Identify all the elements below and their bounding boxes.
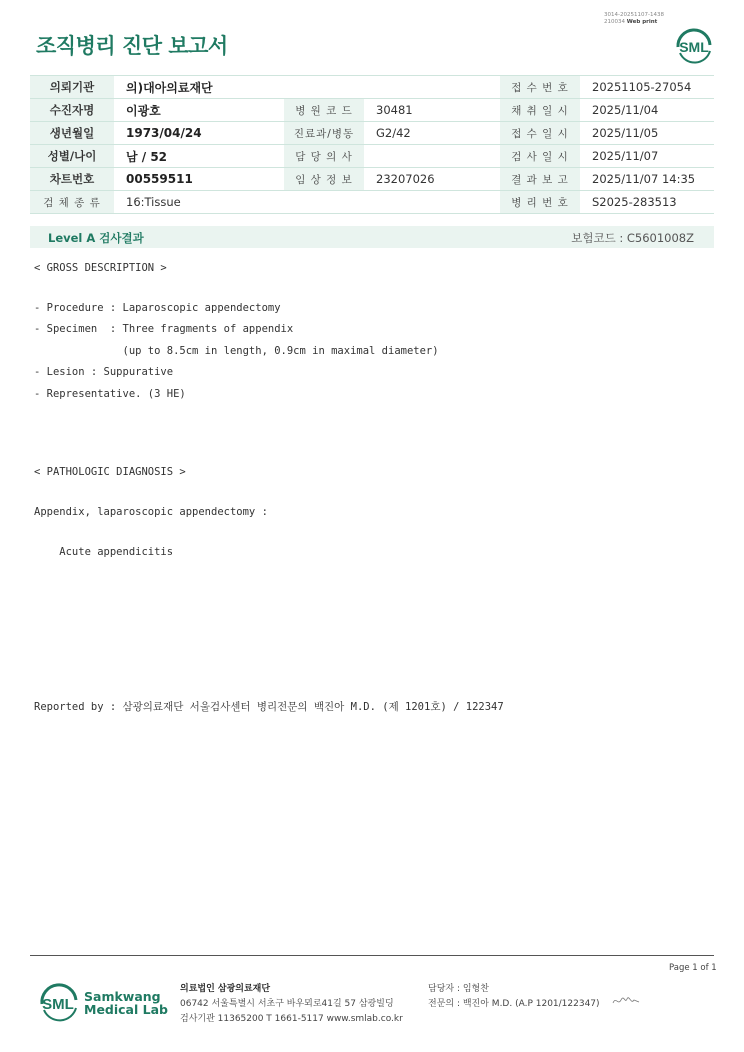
info-value: 이광호	[114, 99, 284, 122]
info-label	[284, 76, 364, 99]
info-value: 16:Tissue	[114, 191, 284, 214]
org-name: 의료법인 삼광의료재단	[180, 984, 271, 994]
staff-name: 임형찬	[462, 984, 489, 994]
info-label: 접 수 번 호	[500, 76, 580, 99]
gross-line-specimen: - Specimen : Three fragments of appendix	[34, 323, 294, 335]
sml-logo	[672, 25, 716, 69]
info-row	[30, 191, 714, 214]
info-row	[30, 76, 714, 99]
print-mode: 210034 Web print	[604, 19, 658, 25]
brand-name: Samkwang Medical Lab	[84, 989, 168, 1017]
info-label: 결 과 보 고	[500, 168, 580, 191]
info-row	[30, 145, 714, 168]
page-title: 조직병리 진단 보고서	[36, 34, 228, 58]
logo-bottom-text: SML	[42, 996, 74, 1013]
info-value	[364, 76, 500, 99]
staff-line: 담당자 : 임형찬	[428, 984, 489, 994]
sml-logo-bottom	[36, 980, 82, 1026]
info-value	[364, 145, 500, 168]
print-meta	[604, 12, 664, 26]
info-value: 2025/11/07 14:35	[580, 168, 714, 191]
info-value: 2025/11/07	[580, 145, 714, 168]
info-row	[30, 122, 714, 145]
info-label: 병 원 코 드	[284, 99, 364, 122]
info-value: 20251105-27054	[580, 76, 714, 99]
info-label: 접 수 일 시	[500, 122, 580, 145]
info-value: 의)대아의료재단	[114, 76, 284, 99]
info-label: 의뢰기관	[30, 76, 114, 99]
info-label: 진료과/병동	[284, 122, 364, 145]
page-number: Page 1 of 1	[669, 963, 717, 973]
info-value: S2025-283513	[580, 191, 714, 214]
gross-line-lesion: - Lesion : Suppurative	[34, 366, 174, 378]
info-value: 23207026	[364, 168, 500, 191]
reported-by: Reported by : 삼광의료재단 서울검사센터 병리전문의 백진아 M.D. (제 1201호) / 122347	[34, 701, 504, 713]
info-value: 2025/11/04	[580, 99, 714, 122]
info-label: 검 사 일 시	[500, 145, 580, 168]
gross-line-representative: - Representative. (3 HE)	[34, 388, 186, 400]
result-level-bar	[30, 226, 714, 248]
info-row	[30, 168, 714, 191]
logo-text: SML	[679, 39, 709, 55]
print-id: 3014-20251107-1438	[604, 12, 664, 18]
info-label: 채 취 일 시	[500, 99, 580, 122]
info-label: 임 상 정 보	[284, 168, 364, 191]
org-contact: 검사기관 11365200 T 1661-5117 www.smlab.co.kr	[180, 1014, 403, 1024]
info-label: 성별/나이	[30, 145, 114, 168]
info-value: 00559511	[114, 168, 284, 191]
info-value: 1973/04/24	[114, 122, 284, 145]
info-value: G2/42	[364, 122, 500, 145]
gross-header: < GROSS DESCRIPTION >	[34, 262, 167, 274]
patient-info-table	[30, 75, 714, 214]
info-label: 담 당 의 사	[284, 145, 364, 168]
signature-image	[612, 994, 640, 1008]
info-value	[364, 191, 500, 214]
info-label: 차트번호	[30, 168, 114, 191]
info-row	[30, 99, 714, 122]
insurance-code: 보험코드 : C5601008Z	[571, 231, 694, 245]
level-label: Level A 검사결과	[48, 231, 144, 245]
diagnosis-result: Acute appendicitis	[34, 546, 174, 558]
diagnosis-header: < PATHOLOGIC DIAGNOSIS >	[34, 466, 186, 478]
info-value: 남 / 52	[114, 145, 284, 168]
gross-line-specimen-size: (up to 8.5cm in length, 0.9cm in maximal diameter)	[34, 345, 439, 357]
info-label: 검 체 종 류	[30, 191, 114, 214]
info-value: 2025/11/05	[580, 122, 714, 145]
specialist-name: 백진아 M.D. (A.P 1201/122347)	[462, 999, 600, 1009]
diagnosis-site: Appendix, laparoscopic appendectomy :	[34, 506, 268, 518]
org-address: 06742 서울특별시 서초구 바우뫼로41길 57 삼광빌딩	[180, 999, 394, 1009]
footer-divider	[30, 955, 714, 956]
info-label: 병 리 번 호	[500, 191, 580, 214]
specialist-line: 전문의 : 백진아 M.D. (A.P 1201/122347)	[428, 999, 600, 1009]
info-label	[284, 191, 364, 214]
info-value: 30481	[364, 99, 500, 122]
info-label: 생년월일	[30, 122, 114, 145]
info-label: 수진자명	[30, 99, 114, 122]
gross-line-procedure: - Procedure : Laparoscopic appendectomy	[34, 302, 281, 314]
